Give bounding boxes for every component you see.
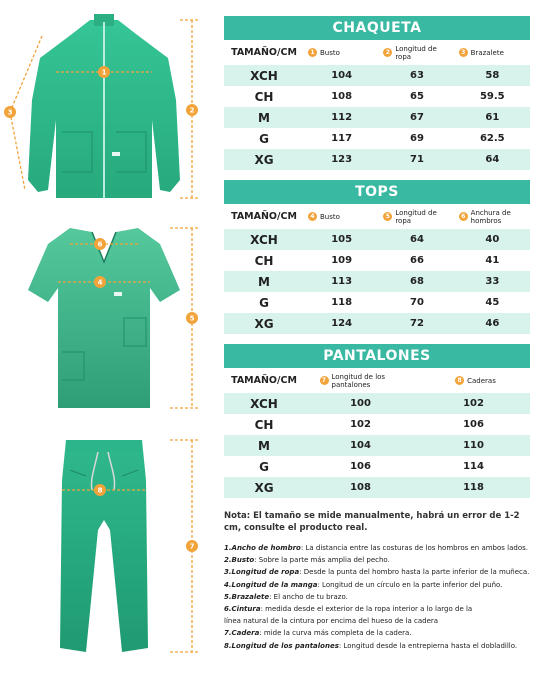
table-row: G 117 69 62.5 bbox=[224, 128, 530, 149]
marker-badge: 5 bbox=[383, 212, 392, 221]
marker-badge: 1 bbox=[308, 48, 317, 57]
table-row: G 118 70 45 bbox=[224, 292, 530, 313]
svg-text:6: 6 bbox=[97, 240, 103, 249]
column-header: 5 Longitud de ropa bbox=[379, 209, 454, 225]
svg-text:3: 3 bbox=[7, 108, 13, 117]
definition-item: 6.Cintura: medida desde el exterior de la ropa interior a lo largo de la bbox=[224, 605, 473, 614]
jacket-illustration bbox=[28, 14, 180, 198]
svg-text:2: 2 bbox=[189, 106, 195, 115]
marker-5 bbox=[186, 312, 198, 324]
table-row: M 104 110 bbox=[224, 435, 530, 456]
definition-item: 7.Cadera: mide la curva más completa de la cadera. bbox=[224, 629, 412, 638]
column-header: 6 Anchura de hombros bbox=[455, 209, 530, 225]
column-header: 7 Longitud de los pantalones bbox=[304, 373, 417, 389]
marker-badge: 6 bbox=[459, 212, 468, 221]
size-header: TAMAÑO/CM bbox=[231, 47, 297, 58]
table-row: XG 108 118 bbox=[224, 477, 530, 498]
size-header: TAMAÑO/CM bbox=[231, 375, 297, 386]
column-header: 2 Longitud de ropa bbox=[379, 45, 454, 61]
svg-text:4: 4 bbox=[97, 278, 103, 287]
marker-badge: 3 bbox=[459, 48, 468, 57]
table-row: XCH 100 102 bbox=[224, 393, 530, 414]
marker-1 bbox=[98, 66, 110, 78]
svg-text:1: 1 bbox=[101, 68, 107, 77]
marker-2 bbox=[186, 104, 198, 116]
table-row: CH 108 65 59.5 bbox=[224, 86, 530, 107]
definition-item: línea natural de la cintura por encima del hueso de la cadera bbox=[224, 617, 439, 626]
definition-item: 1.Ancho de hombro: La distancia entre las costuras de los hombros en ambos lados. bbox=[224, 544, 528, 552]
definition-item: 3.Longitud de ropa: Desde la punta del hombro hasta la parte inferior de la muñeca. bbox=[224, 568, 530, 577]
marker-badge: 4 bbox=[308, 212, 317, 221]
table-row: XG 123 71 64 bbox=[224, 149, 530, 170]
pants-size-table bbox=[224, 344, 530, 498]
pants-illustration bbox=[60, 440, 148, 652]
marker-8 bbox=[94, 484, 106, 496]
column-header: 1 Busto bbox=[304, 48, 379, 57]
svg-text:5: 5 bbox=[189, 314, 195, 323]
marker-6 bbox=[94, 238, 106, 250]
jacket-header-row bbox=[224, 40, 530, 65]
size-tables bbox=[224, 16, 530, 508]
marker-badge: 7 bbox=[320, 376, 329, 385]
tops-header-row bbox=[224, 204, 530, 229]
column-header: 3 Brazalete bbox=[455, 48, 530, 57]
definition-item: 8.Longitud de los pantalones: Longitud desde la entrepierna hasta el dobladillo. bbox=[224, 641, 518, 650]
definition-item: 5.Brazalete: El ancho de tu brazo. bbox=[224, 592, 348, 601]
table-row: CH 102 106 bbox=[224, 414, 530, 435]
measurement-notes bbox=[224, 510, 534, 652]
table-row: XCH 104 63 58 bbox=[224, 65, 530, 86]
top-illustration bbox=[28, 228, 180, 408]
svg-text:7: 7 bbox=[189, 542, 195, 551]
tops-size-table bbox=[224, 180, 530, 334]
table-row: XG 124 72 46 bbox=[224, 313, 530, 334]
svg-text:8: 8 bbox=[97, 486, 103, 495]
table-row: M 112 67 61 bbox=[224, 107, 530, 128]
tops-table-title: TOPS bbox=[224, 180, 530, 204]
pants-header-row bbox=[224, 368, 530, 393]
note-text: Nota: El tamaño se mide manualmente, habrá un error de 1-2 cm, consulte el producto real. bbox=[224, 511, 520, 533]
table-row: M 113 68 33 bbox=[224, 271, 530, 292]
jacket-table-title: CHAQUETA bbox=[224, 16, 530, 40]
definition-item: 4.Longitud de la manga: Longitud de un círculo en la parte inferior del puño. bbox=[224, 580, 503, 589]
column-header: 4 Busto bbox=[304, 212, 379, 221]
table-row: CH 109 66 41 bbox=[224, 250, 530, 271]
table-row: G 106 114 bbox=[224, 456, 530, 477]
garment-illustrations bbox=[0, 0, 220, 675]
table-row: XCH 105 64 40 bbox=[224, 229, 530, 250]
definition-item: 2.Busto: Sobre la parte más amplia del pecho. bbox=[224, 556, 390, 565]
marker-badge: 2 bbox=[383, 48, 392, 57]
column-header: 8 Caderas bbox=[417, 376, 530, 385]
marker-4 bbox=[94, 276, 106, 288]
marker-3 bbox=[4, 106, 16, 118]
marker-badge: 8 bbox=[455, 376, 464, 385]
jacket-size-table bbox=[224, 16, 530, 170]
marker-7 bbox=[186, 540, 198, 552]
garment-figure bbox=[0, 0, 220, 675]
pants-table-title: PANTALONES bbox=[224, 344, 530, 368]
size-header: TAMAÑO/CM bbox=[231, 211, 297, 222]
